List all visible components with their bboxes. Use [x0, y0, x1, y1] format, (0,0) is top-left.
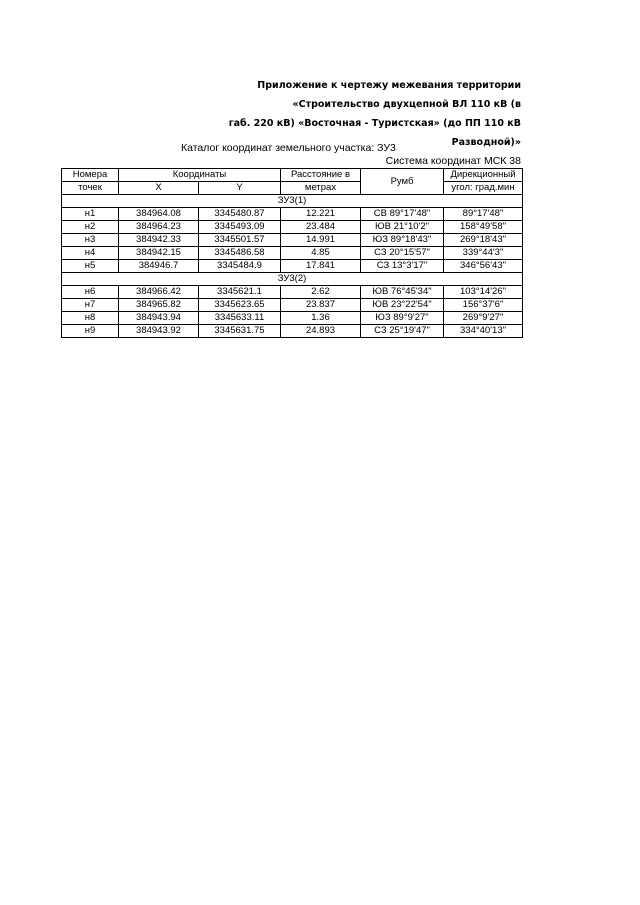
appendix-header-line: «Строительство двухцепной ВЛ 110 кВ (в [292, 99, 521, 110]
header-direction-line1: Дирекционный [444, 169, 523, 182]
cell-distance: 14.991 [281, 234, 361, 247]
section-row [62, 195, 523, 208]
appendix-header [201, 76, 521, 152]
cell-rumb: ЮВ 76°45'34" [361, 286, 444, 299]
cell-angle: 269°9'27" [444, 312, 523, 325]
cell-x: 384964.08 [119, 208, 199, 221]
header-direction-line2: угол: град.мин [444, 182, 523, 195]
section-name: ЗУ3(1) [62, 195, 523, 208]
table-row [62, 260, 523, 273]
cell-point: н1 [62, 208, 119, 221]
cell-rumb: ЮЗ 89°18'43" [361, 234, 444, 247]
cell-rumb: СЗ 20°15'57" [361, 247, 444, 260]
cell-y: 3345484.9 [199, 260, 281, 273]
coordinates-table [61, 168, 523, 338]
section-name: ЗУ3(2) [62, 273, 523, 286]
cell-point: н4 [62, 247, 119, 260]
cell-x: 384943.92 [119, 325, 199, 338]
cell-x: 384966.42 [119, 286, 199, 299]
cell-angle: 346°56'43" [444, 260, 523, 273]
header-points-line1: Номера [62, 169, 119, 182]
table-row [62, 286, 523, 299]
appendix-header-line: Приложение к чертежу межевания территории [257, 80, 521, 91]
cell-angle: 156°37'6" [444, 299, 523, 312]
table-row [62, 247, 523, 260]
table-row [62, 234, 523, 247]
cell-angle: 103°14'26" [444, 286, 523, 299]
header-rumb: Румб [361, 169, 444, 195]
header-x: X [119, 182, 199, 195]
cell-distance: 24.893 [281, 325, 361, 338]
cell-rumb: ЮВ 23°22'54" [361, 299, 444, 312]
cell-distance: 1.36 [281, 312, 361, 325]
table-row [62, 299, 523, 312]
cell-y: 3345623.65 [199, 299, 281, 312]
cell-point: н3 [62, 234, 119, 247]
cell-angle: 269°18'43" [444, 234, 523, 247]
cell-x: 384946.7 [119, 260, 199, 273]
cell-point: н6 [62, 286, 119, 299]
cell-x: 384942.33 [119, 234, 199, 247]
cell-point: н8 [62, 312, 119, 325]
table-body [62, 195, 523, 338]
cell-point: н9 [62, 325, 119, 338]
header-coordinates: Координаты [119, 169, 281, 182]
cell-y: 3345621.1 [199, 286, 281, 299]
cell-rumb: СВ 89°17'48" [361, 208, 444, 221]
table-row [62, 312, 523, 325]
cell-point: н7 [62, 299, 119, 312]
cell-y: 3345631.75 [199, 325, 281, 338]
header-distance-line1: Расстояние в [281, 169, 361, 182]
cell-y: 3345633.11 [199, 312, 281, 325]
cell-y: 3345493.09 [199, 221, 281, 234]
cell-x: 384965.82 [119, 299, 199, 312]
table-row [62, 325, 523, 338]
cell-rumb: СЗ 25°19'47" [361, 325, 444, 338]
table-row [62, 208, 523, 221]
appendix-header-line: габ. 220 кВ) «Восточная - Туристская» (до ПП 110 кВ [228, 118, 521, 129]
cell-y: 3345501.57 [199, 234, 281, 247]
cell-point: н5 [62, 260, 119, 273]
table-row [62, 221, 523, 234]
cell-y: 3345486.58 [199, 247, 281, 260]
cell-x: 384942.15 [119, 247, 199, 260]
header-points-line2: точек [62, 182, 119, 195]
header-distance-line2: метрах [281, 182, 361, 195]
cell-x: 384943.94 [119, 312, 199, 325]
cell-angle: 89°17'48" [444, 208, 523, 221]
cell-distance: 17.841 [281, 260, 361, 273]
cell-distance: 4.85 [281, 247, 361, 260]
cell-rumb: СЗ 13°3'17" [361, 260, 444, 273]
header-y: Y [199, 182, 281, 195]
cell-x: 384964.23 [119, 221, 199, 234]
cell-distance: 23.837 [281, 299, 361, 312]
appendix-header-line: Разводной)» [451, 137, 521, 148]
cell-angle: 339°44'3" [444, 247, 523, 260]
cell-point: н2 [62, 221, 119, 234]
cell-distance: 12.221 [281, 208, 361, 221]
cell-rumb: ЮВ 21°10'2" [361, 221, 444, 234]
coord-system-label: Система координат МСК 38 [385, 155, 521, 167]
cell-rumb: ЮЗ 89°9'27" [361, 312, 444, 325]
cell-distance: 2.62 [281, 286, 361, 299]
cell-y: 3345480.87 [199, 208, 281, 221]
cell-angle: 334°40'13" [444, 325, 523, 338]
section-row [62, 273, 523, 286]
catalog-title: Каталог координат земельного участка: ЗУ3 [181, 142, 396, 154]
cell-angle: 158°49'58" [444, 221, 523, 234]
cell-distance: 23.484 [281, 221, 361, 234]
